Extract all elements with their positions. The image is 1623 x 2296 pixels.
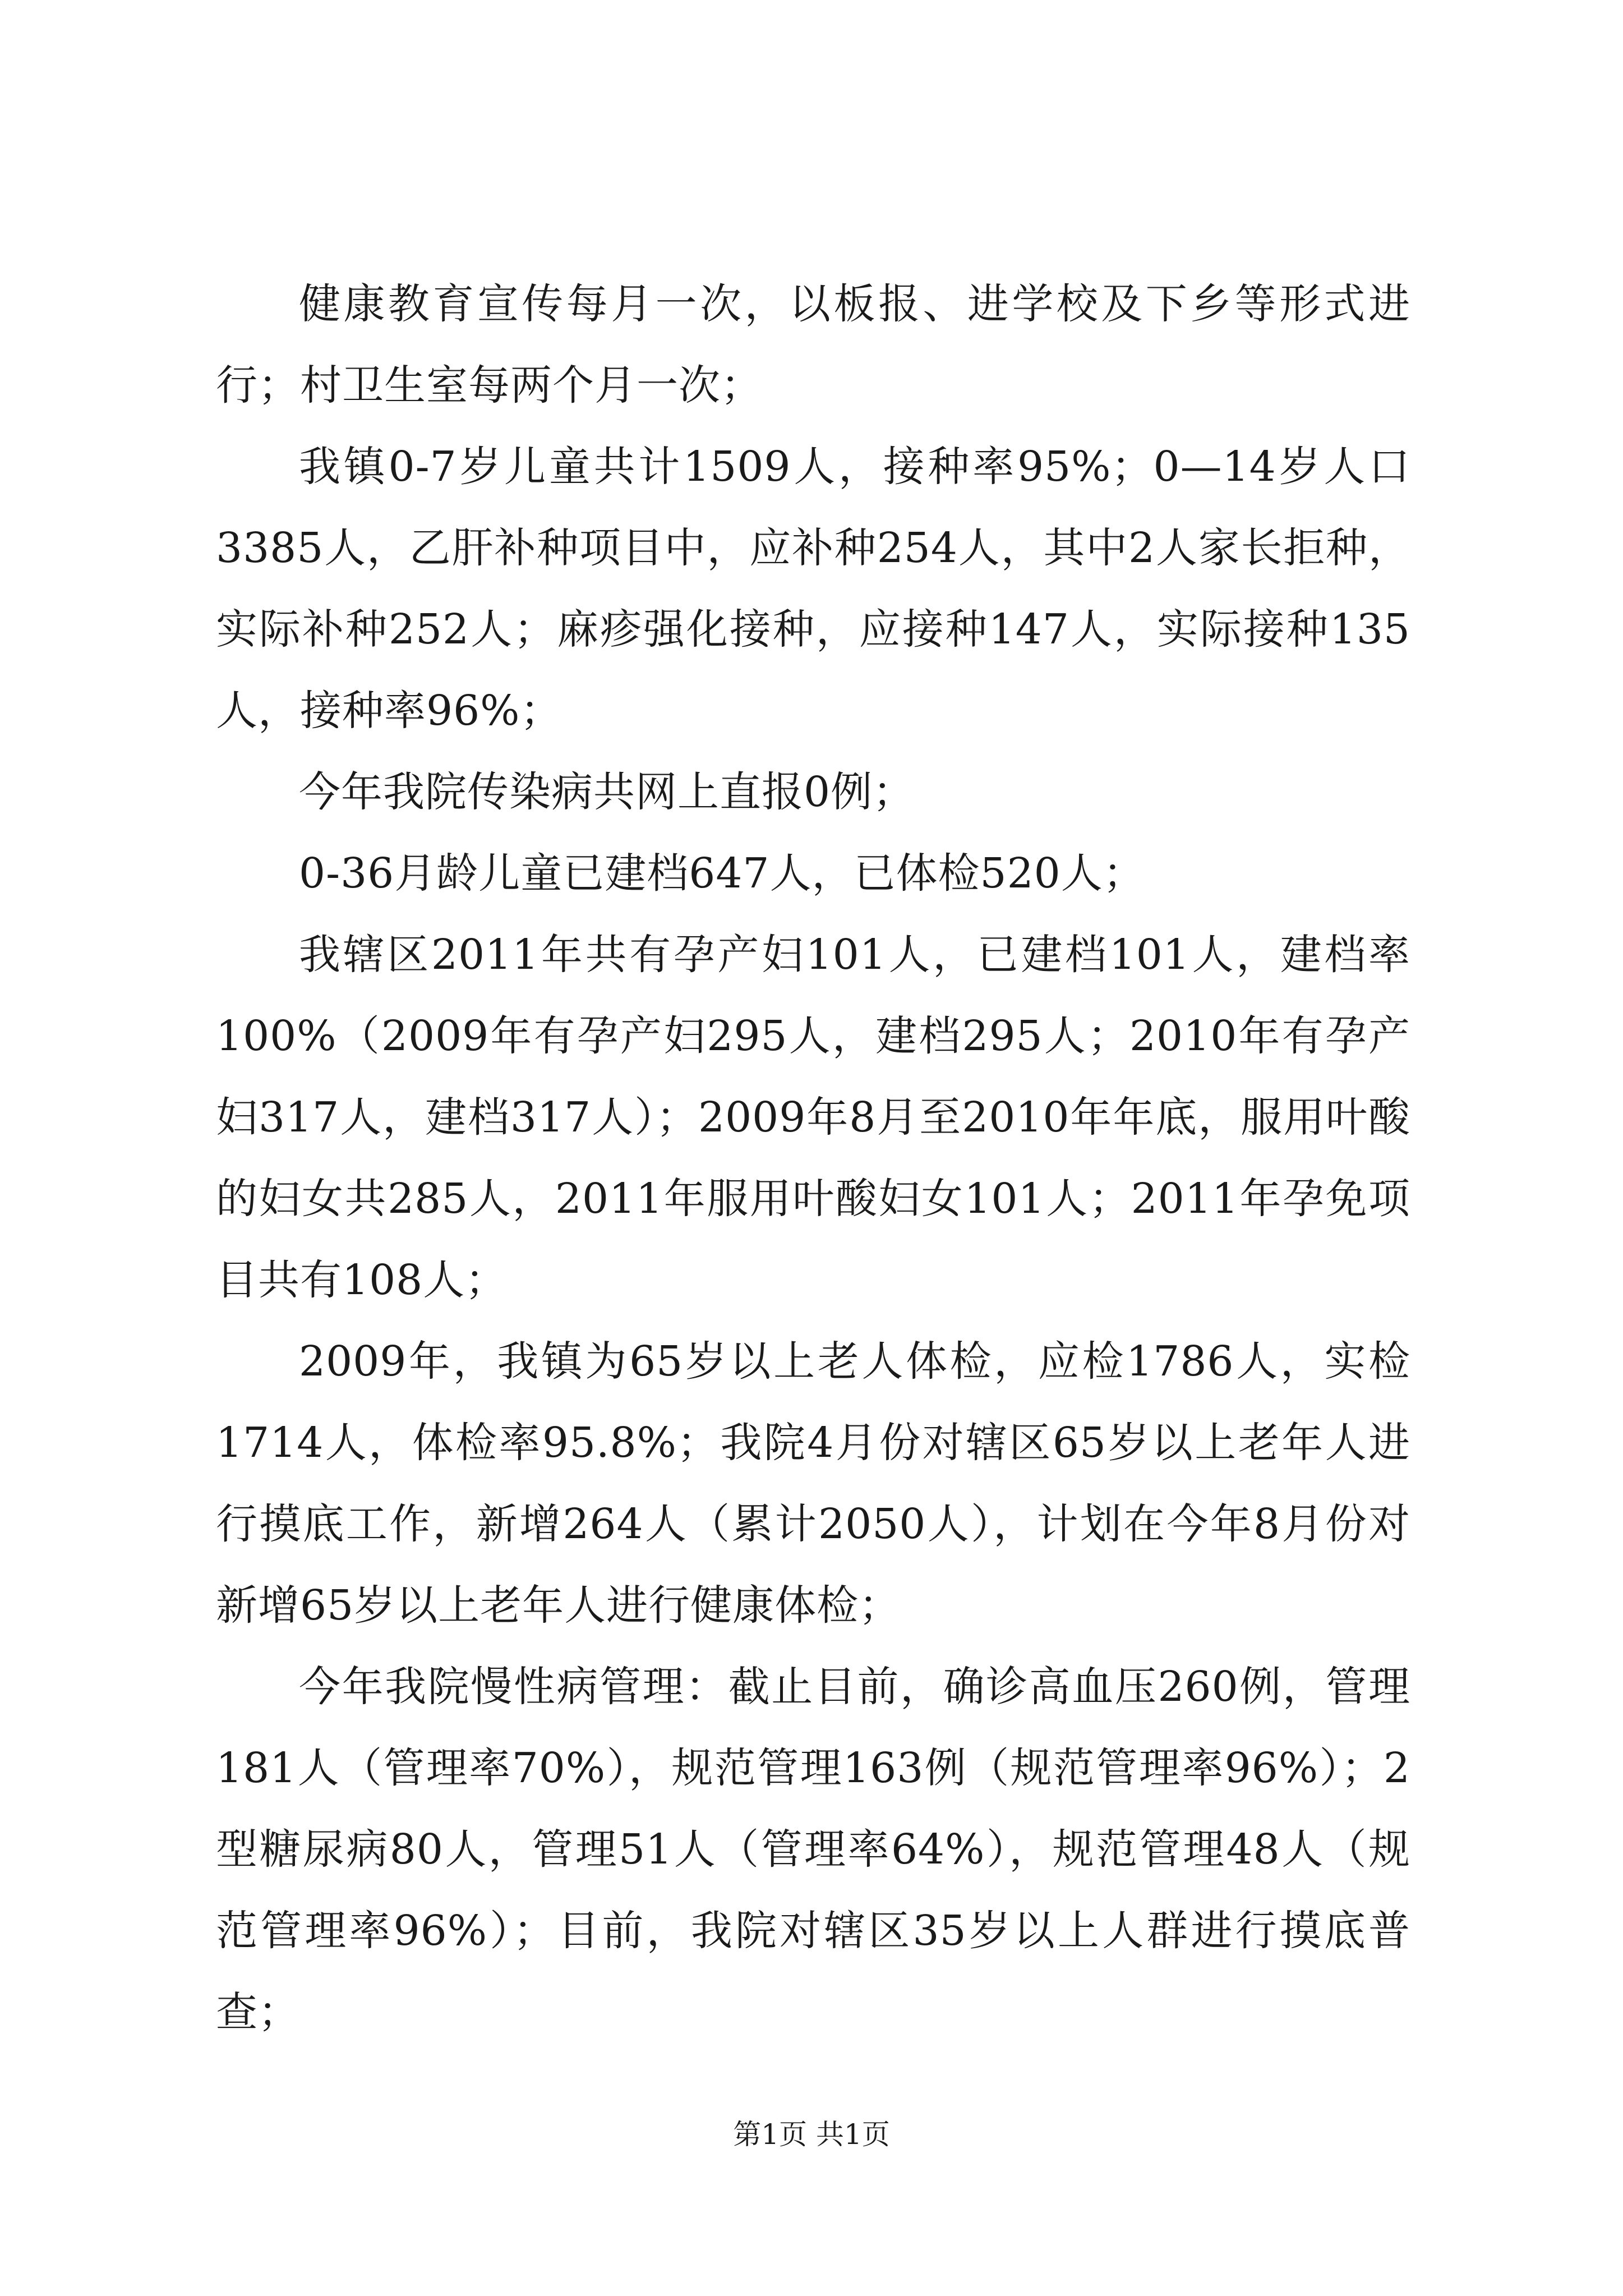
paragraph-elderly-checkup: 2009年，我镇为65岁以上老人体检，应检1786人，实检1714人，体检率95.8%；我院4月份对辖区65岁以上老年人进行摸底工作，新增264人（累计2050人），计划在今年8月份对新增65岁以上老年人进行健康体检； — [216, 1337, 1410, 1630]
paragraph-chronic-disease: 今年我院慢性病管理：截止目前，确诊高血压260例，管理181人（管理率70%），规范管理163例（规范管理率96%）；2型糖尿病80人，管理51人（管理率64%），规范管理48人（规范管理率96%）；目前，我院对辖区35岁以上人群进行摸底普查； — [216, 1663, 1410, 2036]
page-footer: 第1页 共1页 — [733, 2118, 890, 2151]
paragraph-child-vaccination: 我镇0-7岁儿童共计1509人，接种率95%；0—14岁人口3385人，乙肝补种项目中，应补种254人，其中2人家长拒种，实际补种252人；麻疹强化接种，应接种147人，实际接种135人，接种率96%； — [216, 443, 1410, 735]
paragraph-child-records: 0-36月龄儿童已建档647人，已体检520人； — [299, 849, 1145, 898]
paragraph-infectious-disease: 今年我院传染病共网上直报0例； — [299, 768, 915, 816]
paragraph-health-education: 健康教育宣传每月一次，以板报、进学校及下乡等形式进行；村卫生室每两个月一次； — [216, 280, 1410, 409]
document-body — [216, 264, 1410, 2053]
paragraph-maternal-care: 我辖区2011年共有孕产妇101人，已建档101人，建档率100%（2009年有孕产妇295人，建档295人；2010年有孕产妇317人，建档317人）；2009年8月至2010年年底，服用叶酸的妇女共285人，2011年服用叶酸妇女101人；2011年孕免项目共有108人； — [216, 931, 1410, 1304]
